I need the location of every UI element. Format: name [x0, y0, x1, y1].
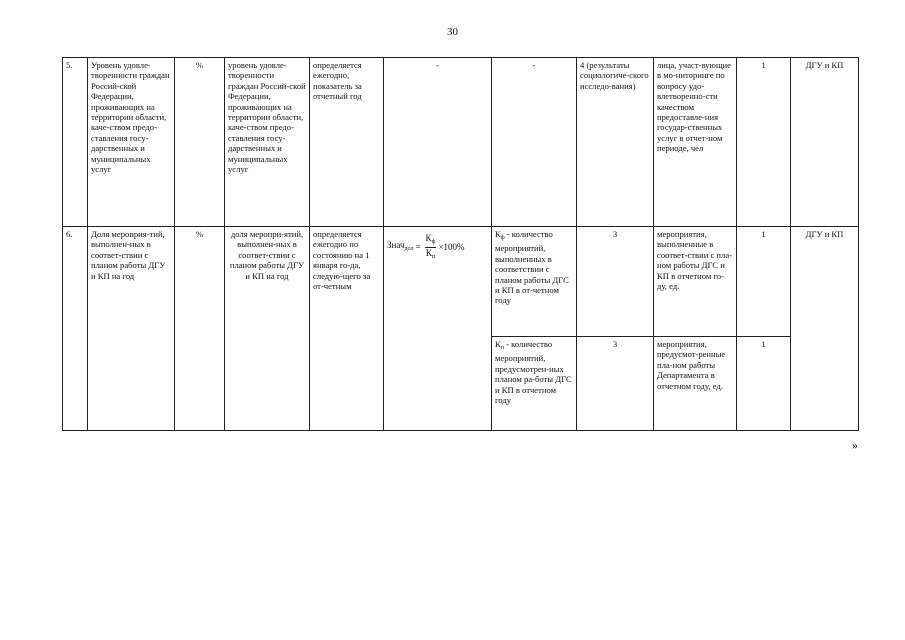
collection-method: 3: [577, 337, 654, 431]
table-row: [63, 58, 859, 227]
indicators-table: [62, 57, 859, 431]
period: определяется ежегодно по состоянию на 1 января го-да, следую-щего за от-четным: [310, 227, 384, 431]
basic-indicator: $К_ф$ - количество мероприятий, выполненных в соответствии с планом работы ДГС и КП в от-четном году: [492, 227, 577, 337]
definition: доля меропри-ятий, выполнен-ных в соответ-ствии с планом работы ДГУ и КП на год: [225, 227, 310, 431]
indicator-name: Уровень удовле-творенности граждан Россий-ской Федерации, проживающих на территории области, каче-ством предо-ставления госу-дарственных и муниципальных услуг: [88, 58, 175, 227]
coverage: 1: [737, 227, 791, 337]
closing-quote: »: [852, 438, 858, 452]
unit: %: [175, 227, 225, 431]
indicator-name: Доля мероприя-тий, выполнен-ных в соответ-ствии с планом работы ДГУ и КП на год: [88, 227, 175, 431]
formula-expression: Знач$_{дол}$ = $\frac{К_ф}{К_п}$ ×100%: [387, 233, 465, 260]
coverage: 1: [737, 337, 791, 431]
formula-fraction: $\frac{К_ф}{К_п}$: [425, 233, 436, 260]
responsible: ДГУ и КП: [791, 58, 859, 227]
formula: -: [384, 58, 492, 227]
observation-object: лица, участ-вующие в мо-ниторинге по вопросу удо-влетворенно-сти качеством предоставле-ния государ-ственных услуг в отчет-ном периоде, чел: [654, 58, 737, 227]
observation-object: мероприятия, предусмот-ренные пла-ном работы Департамента в отчетном году, ед.: [654, 337, 737, 431]
observation-object: мероприятия, выполненные в соответ-ствии с пла-ном работы ДГС и КП в отчетном го-ду, ед.: [654, 227, 737, 337]
table-row: [63, 227, 859, 337]
definition: уровень удовле-творенности граждан Россий-ской Федерации, проживающих на территории области, каче-ством предо-ставления госу-дарственных и муниципальных услуг: [225, 58, 310, 227]
basic-indicator: $К_п$ - количество мероприятий, предусмотрен-ных планом ра-боты ДГС и КП в отчетном году: [492, 337, 577, 431]
formula-lhs: Знач$_{дол}$: [387, 240, 414, 253]
collection-method: 3: [577, 227, 654, 337]
unit: %: [175, 58, 225, 227]
responsible: ДГУ и КП: [791, 227, 859, 431]
formula-tail: ×100%: [438, 242, 465, 253]
period: определяется ежегодно, показатель за отчетный год: [310, 58, 384, 227]
coverage: 1: [737, 58, 791, 227]
basic-indicator: -: [492, 58, 577, 227]
row-number: 6.: [63, 227, 88, 431]
formula: [384, 227, 492, 431]
row-number: 5.: [63, 58, 88, 227]
collection-method: 4 (результаты социологиче-ского исследо-вания): [577, 58, 654, 227]
page-number: 30: [447, 26, 458, 38]
